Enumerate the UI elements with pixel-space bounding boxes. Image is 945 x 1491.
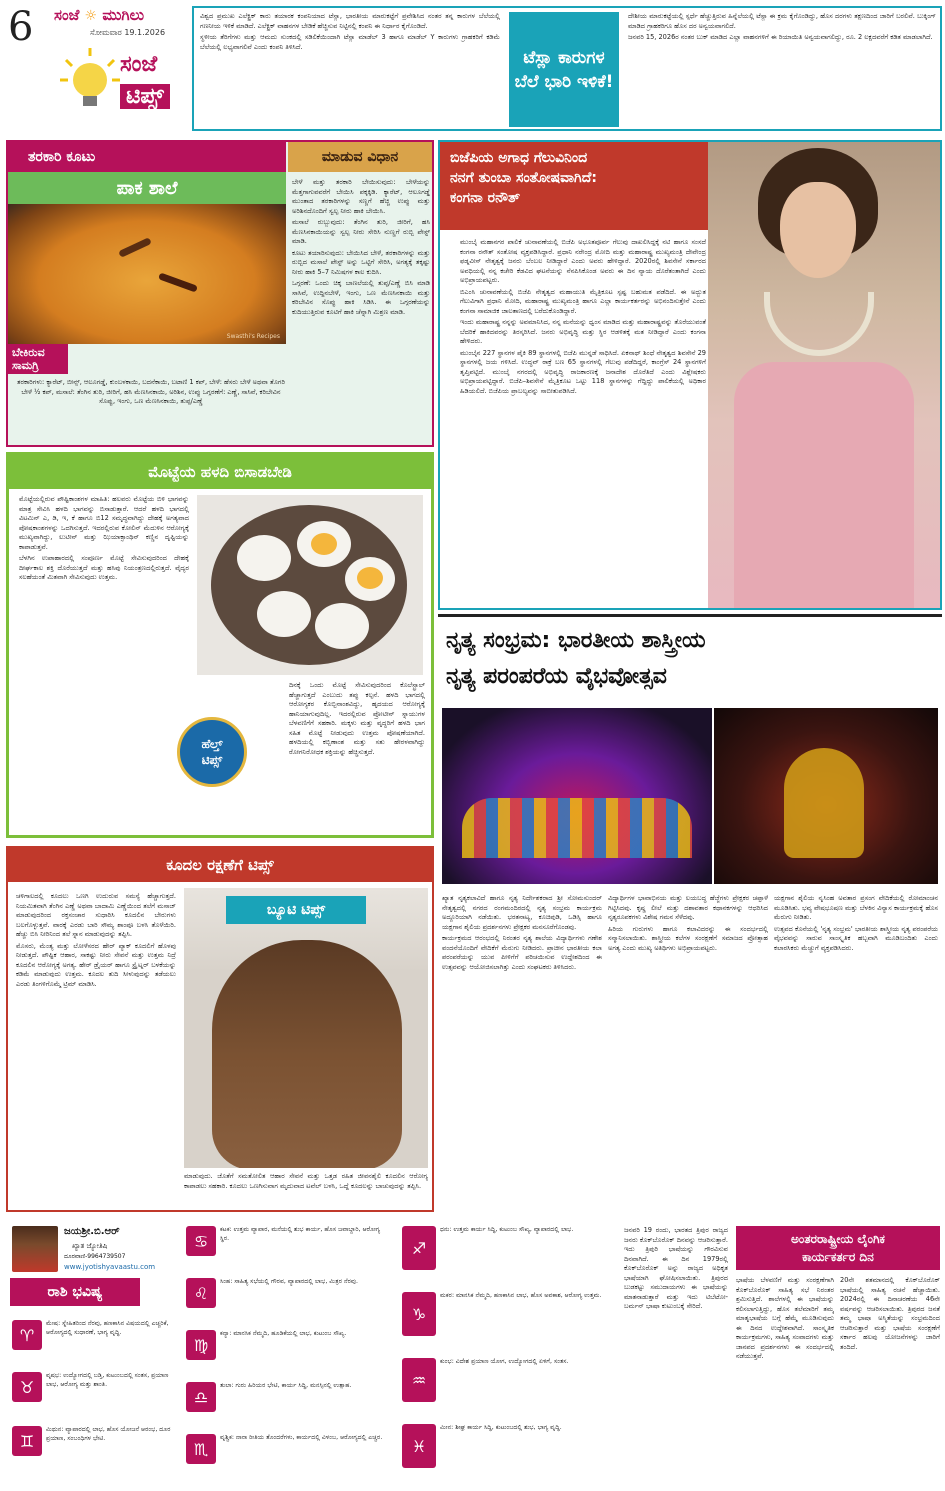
egg-icon xyxy=(315,603,369,649)
day-para-1: ಜನವರಿ 19 ರಂದು, ಭಾರತದ ತ್ರಿಪುರ ರಾಜ್ಯದ ಜನರು ಕೊಕ್‌ಬೊರೊಕ್ ದಿನವನ್ನು ಆಚರಿಸುತ್ತಾರೆ. ಇದು ತ್ರಿಪುರಿ ಭಾಷೆಯನ್ನು ಗೌರವಿಸುವ ದಿನವಾಗಿದೆ. ಈ ದಿನ 1979ರಲ್ಲಿ ಕೊಕ್‌ಬೊರೊಕ್ ಅನ್ನು ರಾಜ್ಯದ ಅಧಿಕೃತ ಭಾಷೆಯಾಗಿ ಘೋಷಿಸಲಾಯಿತು. ತ್ರಿಪುರದ ಬುಡಕಟ್ಟು ಸಮುದಾಯಗಳು ಈ ಭಾಷೆಯನ್ನು ಮಾತನಾಡುತ್ತಾರೆ ಮತ್ತು ಇದು ಟಿಬೆಟೋ-ಬರ್ಮನ್ ಭಾಷಾ ಕುಟುಂಬಕ್ಕೆ ಸೇರಿದೆ. xyxy=(624,1226,728,1310)
astrologer-avatar xyxy=(12,1226,58,1272)
egg-para-1: ಮೊಟ್ಟೆಯಲ್ಲಿರುವ ಪೌಷ್ಟಿಕಾಂಶಗಳ ಮಾಹಿತಿ: ಹಲವರು ಮೊಟ್ಟೆಯ ಬಿಳಿ ಭಾಗವನ್ನು ಮಾತ್ರ ಸೇವಿಸಿ ಹಳದಿ ಭಾಗವನ್ನು ಬಿಸಾಡುತ್ತಾರೆ. ಆದರೆ ಹಳದಿ ಭಾಗದಲ್ಲಿ ವಿಟಮಿನ್ ಎ, ಡಿ, ಇ, ಕೆ ಹಾಗೂ ಬಿ12 ಸಮೃದ್ಧವಾಗಿದ್ದು ದೇಹಕ್ಕೆ ಅಗತ್ಯವಾದ ಪೋಷಕಾಂಶಗಳನ್ನು ಒದಗಿಸುತ್ತದೆ. ಇದರಲ್ಲಿರುವ ಕೋಲಿನ್ ಮೆದುಳಿನ ಆರೋಗ್ಯಕ್ಕೆ ಮುಖ್ಯವಾಗಿದ್ದು, ಲುಟೀನ್ ಮತ್ತು ಝಿಯಾಕ್ಸಾಂಥಿನ್ ಕಣ್ಣಿನ ದೃಷ್ಟಿಯನ್ನು ಕಾಪಾಡುತ್ತವೆ. xyxy=(19,495,189,551)
health-badge-line1: ಹೆಲ್ತ್ xyxy=(201,737,223,751)
sign-text: ವೃಷಭ: ಉದ್ಯೋಗದಲ್ಲಿ ಬಡ್ತಿ, ಕುಟುಂಬದಲ್ಲಿ ಸಂತಸ, ಪ್ರಯಾಣ ಲಾಭ, ಆರೋಗ್ಯ ಮತ್ತು ಶಾಂತಿ. xyxy=(46,1372,169,1388)
egg-photo xyxy=(197,495,423,675)
chili-icon xyxy=(158,272,198,292)
method-title: ಮಾಡುವ ವಿಧಾನ xyxy=(288,142,432,172)
sign-tula xyxy=(186,1382,386,1412)
sign-meena xyxy=(402,1424,612,1468)
hair-para-2: ಮೊಸರು, ಮೆಂತ್ಯ ಮತ್ತು ಲೋಳೆಸರದ ಹೇರ್ ಪ್ಯಾಕ್ ಕೂದಲಿಗೆ ಹೊಳಪು ನೀಡುತ್ತದೆ. ಪೌಷ್ಟಿಕ ಆಹಾರ, ಸಾಕಷ್ಟು ನೀರು ಸೇವನೆ ಮತ್ತು ಉತ್ತಮ ನಿದ್ರೆ ಕೂದಲಿನ ಆರೋಗ್ಯಕ್ಕೆ ಅಗತ್ಯ. ಹೇರ್ ಡ್ರೈಯರ್ ಹಾಗೂ ಸ್ಟ್ರೈಟ್ನರ್ ಬಳಕೆಯನ್ನು ಕಡಿಮೆ ಮಾಡುವುದು ಉತ್ತಮ. ಕೂದಲ ತುದಿ ಸೀಳುವುದನ್ನು ತಡೆಯಲು ಎರಡು ತಿಂಗಳಿಗೊಮ್ಮೆ ಟ್ರಿಮ್ ಮಾಡಿಸಿ. xyxy=(16,941,176,988)
astrologer-role: ಖ್ಯಾತ ಜ್ಯೋತಿಷಿ xyxy=(72,1242,108,1250)
dance-photo-right xyxy=(714,708,938,884)
day-headline-1: ಅಂತರರಾಷ್ಟ್ರೀಯ ಲೈಂಗಿಕ xyxy=(791,1232,885,1246)
day-para-2: ಭಾಷೆಯ ಬೆಳವಣಿಗೆ ಮತ್ತು ಸಂರಕ್ಷಣೆಗಾಗಿ ಕೊಕ್‌ಬೊರೊಕ್ ಸಾಹಿತ್ಯ ಸಭೆ ನಿರಂತರ ಶ್ರಮಿಸುತ್ತಿದೆ. ಶಾಲೆಗಳಲ್ಲಿ ಈ ಭಾಷೆಯನ್ನು ಕಲಿಸಲಾಗುತ್ತಿದ್ದು, ಹೊಸ ತಲೆಮಾರಿಗೆ ತಮ್ಮ ಮಾತೃಭಾಷೆಯ ಬಗ್ಗೆ ಹೆಮ್ಮೆ ಮೂಡಿಸುವುದು ಈ ದಿನದ ಉದ್ದೇಶವಾಗಿದೆ. ಸಾಂಸ್ಕೃತಿಕ ಕಾರ್ಯಕ್ರಮಗಳು, ಸಾಹಿತ್ಯ ಸಂವಾದಗಳು ಮತ್ತು ಜಾನಪದ ಪ್ರದರ್ಶನಗಳು ಈ ಸಂದರ್ಭದಲ್ಲಿ ನಡೆಯುತ್ತವೆ. xyxy=(736,1276,834,1360)
method-step-1: ಬೇಳೆ ಮತ್ತು ತರಕಾರಿ ಬೇಯಿಸುವುದು: ಬೇಳೆಯನ್ನು ಮೆತ್ತಗಾಗುವವರೆಗೆ ಬೇಯಿಸಿ ಪಕ್ಕಕ್ಕಿಡಿ. ಕ್ಯಾರೆಟ್, ಆಲೂಗಡ್ಡೆ ಮುಂತಾದ ತರಕಾರಿಗಳನ್ನು ಸಣ್ಣಗೆ ಹೆಚ್ಚಿ ಉಪ್ಪು ಮತ್ತು ಅರಿಶಿನದೊಂದಿಗೆ ಸ್ವಲ್ಪ ನೀರು ಹಾಕಿ ಬೇಯಿಸಿ. xyxy=(292,178,430,215)
astrologer-name: ಜಯಶ್ರೀ.ಬಿ.ಆರ್ xyxy=(64,1226,120,1237)
pisces-icon: ♓ xyxy=(402,1424,436,1468)
aries-icon: ♈ xyxy=(12,1320,42,1350)
sign-text: ಕುಂಭ: ವಿದೇಶ ಪ್ರಯಾಣ ಯೋಗ, ಉದ್ಯೋಗದಲ್ಲಿ ಏಳಿಗೆ, ಸಂತಸ. xyxy=(440,1358,569,1365)
sign-kumbha xyxy=(402,1358,612,1402)
kangana-headline-1: ಬಿಜೆಪಿಯ ಅಗಾಧ ಗೆಲುವಿನಿಂದ xyxy=(450,150,588,166)
issue-date: ಸೋಮವಾರ 19.1.2026 xyxy=(90,28,166,37)
kangana-article xyxy=(438,140,942,610)
sign-text: ಧನು: ಉತ್ತಮ ಕಾರ್ಯ ಸಿದ್ಧಿ, ಕುಟುಂಬ ಸೌಖ್ಯ, ವ್ಯಾಪಾರದಲ್ಲಿ ಲಾಭ. xyxy=(440,1226,574,1233)
dance-para-5: ಯಕ್ಷಗಾನ ಶೈಲಿಯ ನೃಸಿಂಹ ಅವತಾರ ಪ್ರಸಂಗ ವೇದಿಕೆಯಲ್ಲಿ ರೋಮಾಂಚನ ಮೂಡಿಸಿತು. ಭವ್ಯ ವೇಷಭೂಷಣ ಮತ್ತು ಬೆಳಕಿನ ವಿನ್ಯಾಸ ಕಾರ್ಯಕ್ರಮಕ್ಕೆ ಹೊಸ ಮೆರುಗು ನೀಡಿತು. xyxy=(774,894,938,921)
face-shape xyxy=(780,182,856,278)
method-step-4: ಒಗ್ಗರಣೆ: ಒಂದು ಚಿಕ್ಕ ಬಾಣಲೆಯಲ್ಲಿ ತುಪ್ಪ/ಎಣ್ಣೆ ಬಿಸಿ ಮಾಡಿ ಸಾಸಿವೆ, ಉದ್ದಿನಬೇಳೆ, ಇಂಗು, ಒಣ ಮೆಣಸಿನಕಾಯಿ ಮತ್ತು ಕರಿಬೇವಿನ ಸೊಪ್ಪು ಹಾಕಿ ಸಿಡಿಸಿ. ಈ ಒಗ್ಗರಣೆಯನ್ನು ಕುದಿಯುತ್ತಿರುವ ಕೂಟಿಗೆ ಹಾಕಿ ಚೆನ್ನಾಗಿ ಮಿಶ್ರಣ ಮಾಡಿ. xyxy=(292,279,430,316)
health-badge-line2: ಟಿಪ್ಸ್ xyxy=(201,753,223,767)
dance-para-3: ವಿದ್ಯಾರ್ಥಿಗಳ ಭಾವಾಭಿನಯ ಮತ್ತು ಲಯಬದ್ಧ ಹೆಜ್ಜೆಗಳು ಪ್ರೇಕ್ಷಕರ ಚಪ್ಪಾಳೆ ಗಿಟ್ಟಿಸಿದವು. ಕೃಷ್ಣ ಲೀಲೆ ಮತ್ತು ದಶಾವತಾರ ಕಥಾನಕಗಳನ್ನು ಆಧರಿಸಿದ ನೃತ್ಯರೂಪಕಗಳು ವಿಶೇಷ ಗಮನ ಸೆಳೆದವು. xyxy=(608,894,768,921)
sign-dhanu xyxy=(402,1226,612,1270)
ingredients-label: ಬೇಕಿರುವ ಸಾಮಗ್ರಿ xyxy=(8,344,68,374)
dance-headline-1: ನೃತ್ಯ ಸಂಭ್ರಮ: ಭಾರತೀಯ ಶಾಸ್ತ್ರೀಯ xyxy=(446,628,706,653)
hair-section xyxy=(6,846,434,1212)
astrologer-phone: ದೂರವಾಣಿ-9964739507 xyxy=(64,1253,126,1260)
aquarius-icon: ♒ xyxy=(402,1358,436,1402)
kangana-para-4: ಮುಂಬೈನ 227 ಸ್ಥಾನಗಳ ಪೈಕಿ 89 ಸ್ಥಾನಗಳಲ್ಲಿ ಬಿಜೆಪಿ ಮುನ್ನಡೆ ಸಾಧಿಸಿದೆ. ಏಕನಾಥ್ ಶಿಂಧೆ ನೇತೃತ್ವದ ಶಿವಸೇನೆ 29 ಸ್ಥಾನಗಳಲ್ಲಿ ಜಯ ಗಳಿಸಿದೆ. ಉದ್ಧವ್ ಠಾಕ್ರೆ ಬಣ 65 ಸ್ಥಾನಗಳಲ್ಲಿ ಗೆಲುವು ಪಡೆದಿದ್ದರೆ, ಕಾಂಗ್ರೆಸ್ 24 ಸ್ಥಾನಗಳಿಗೆ ತೃಪ್ತಿಪಟ್ಟಿದೆ. ಮುಂಬೈ ನಗರದಲ್ಲಿ ಅಭಿವೃದ್ಧಿ ರಾಜಕಾರಣಕ್ಕೆ ಜನಾದೇಶ ದೊರೆತಿದೆ ಎಂದು ವಿಶ್ಲೇಷಕರು ಅಭಿಪ್ರಾಯಪಟ್ಟಿದ್ದಾರೆ. ಬಿಜೆಪಿ–ಶಿವಸೇನೆ ಮೈತ್ರಿಕೂಟ ಒಟ್ಟು 118 ಸ್ಥಾನಗಳನ್ನು ಗೆದ್ದಿದ್ದು ಪಾಲಿಕೆಯಲ್ಲಿ ಅಧಿಕಾರ ಹಿಡಿಯಲಿದೆ. ಬಿಜೆಪಿಯ ಪ್ರಾಬಲ್ಯವನ್ನು ಸಾಬೀತುಪಡಿಸಿದೆ. xyxy=(460,348,706,395)
sign-text: ಮೀನ: ಶೀಘ್ರ ಕಾರ್ಯ ಸಿದ್ಧಿ, ಕುಟುಂಬದಲ್ಲಿ ಶುಭ, ಭಾಗ್ಯ ವೃದ್ಧಿ. xyxy=(440,1424,562,1431)
virgo-icon: ♍ xyxy=(186,1330,216,1360)
sign-text: ಮೇಷ: ಸ್ನೇಹಿತರಿಂದ ನೆರವು, ಹಣಕಾಸಿನ ವಿಷಯದಲ್ಲಿ ಎಚ್ಚರಿಕೆ, ಆರೋಗ್ಯದಲ್ಲಿ ಸುಧಾರಣೆ, ಭಾಗ್ಯ ವೃದ್ಧಿ. xyxy=(46,1320,169,1336)
photo-watermark: Swasthi's Recipes xyxy=(226,333,280,340)
astrologer-website: www.jyotishyavaastu.com xyxy=(64,1263,156,1271)
egg-para-3: ದಿನಕ್ಕೆ ಒಂದು ಮೊಟ್ಟೆ ಸೇವಿಸುವುದರಿಂದ ಕೊಲೆಸ್ಟ್ರಾಲ್ ಹೆಚ್ಚಾಗುತ್ತದೆ ಎಂಬುದು ತಪ್ಪು ಕಲ್ಪನೆ. ಹಳದಿ ಭಾಗದಲ್ಲಿ ಆರೋಗ್ಯಕರ ಕೊಬ್ಬಿನಾಂಶವಿದ್ದು, ಹೃದಯದ ಆರೋಗ್ಯಕ್ಕೆ ಹಾನಿಯಾಗುವುದಿಲ್ಲ. ಇದರಲ್ಲಿರುವ ಪ್ರೋಟೀನ್ ಸ್ನಾಯುಗಳ ಬೆಳವಣಿಗೆಗೆ ಸಹಕಾರಿ. ಮಕ್ಕಳು ಮತ್ತು ವೃದ್ಧರಿಗೆ ಹಳದಿ ಭಾಗ ಸಹಿತ ಮೊಟ್ಟೆ ನೀಡುವುದು ಉತ್ತಮ ಪೋಷಣೆಯಾಗಿದೆ. ಹಳದಿಯಲ್ಲಿ ಕಬ್ಬಿಣಾಂಶ ಮತ್ತು ಸತು ಹೇರಳವಾಗಿದ್ದು ರೋಗನಿರೋಧಕ ಶಕ್ತಿಯನ್ನು ಹೆಚ್ಚಿಸುತ್ತದೆ. xyxy=(289,681,425,756)
kangana-para-1: ಮುಂಬೈ ಮಹಾನಗರ ಪಾಲಿಕೆ ಚುನಾವಣೆಯಲ್ಲಿ ಬಿಜೆಪಿ ಅಭೂತಪೂರ್ವ ಗೆಲುವು ದಾಖಲಿಸಿದ್ದಕ್ಕೆ ನಟಿ ಹಾಗೂ ಸಂಸದೆ ಕಂಗನಾ ರನೌತ್ ಸಂತೋಷ ವ್ಯಕ್ತಪಡಿಸಿದ್ದಾರೆ. ಪ್ರಧಾನಿ ನರೇಂದ್ರ ಮೋದಿ ಮತ್ತು ಮಹಾರಾಷ್ಟ್ರ ಮುಖ್ಯಮಂತ್ರಿ ದೇವೇಂದ್ರ ಫಡ್ನವೀಸ್ ನೇತೃತ್ವಕ್ಕೆ ಜನರು ಬೆಂಬಲ ನೀಡಿದ್ದಾರೆ ಎಂದು ಅವರು ಹೇಳಿದ್ದಾರೆ. 2020ರಲ್ಲಿ ಶಿವಸೇನೆ ಸರ್ಕಾರದ ಅವಧಿಯಲ್ಲಿ ನನ್ನ ಕಚೇರಿ ಕೆಡವಿದ ಘಟನೆಯನ್ನು ನೆನಪಿಸಿಕೊಂಡ ಅವರು ಈ ದಿನ ನ್ಯಾಯ ದೊರೆತಂತಾಗಿದೆ ಎಂದು ಅಭಿಪ್ರಾಯಪಟ್ಟರು. xyxy=(460,238,706,284)
scorpio-icon: ♏ xyxy=(186,1434,216,1464)
dance-photo-left xyxy=(442,708,712,884)
sign-text: ತುಲಾ: ಗುರು ಹಿರಿಯರ ಭೇಟಿ, ಕಾರ್ಯ ಸಿದ್ಧಿ, ಮನಸ್ಸಿನಲ್ಲಿ ಉತ್ಸಾಹ. xyxy=(220,1382,352,1389)
sign-text: ಸಿಂಹ: ಸಾಹಿತ್ಯ ಸಭೆಯಲ್ಲಿ ಗೌರವ, ವ್ಯಾಪಾರದಲ್ಲಿ ಲಾಭ, ಮಿತ್ರರ ನೆರವು. xyxy=(220,1278,358,1285)
kangana-para-3: ಇಂದು ಮಹಾರಾಷ್ಟ್ರ ನನ್ನನ್ನು ಅವಮಾನಿಸಿದ, ನನ್ನ ಮನೆಯನ್ನು ಧ್ವಂಸ ಮಾಡಿದ ಮತ್ತು ಮಹಾರಾಷ್ಟ್ರವನ್ನು ತೊರೆಯುವಂತೆ ಬೆದರಿಕೆ ಹಾಕಿದವರನ್ನು ತಿರಸ್ಕರಿಸಿದೆ. ಜನರು ಅಭಿವೃದ್ಧಿ ಮತ್ತು ಸ್ಥಿರ ಆಡಳಿತಕ್ಕೆ ಮತ ನೀಡಿದ್ದಾರೆ ಎಂದು ಕಂಗನಾ ಹೇಳಿದರು. xyxy=(460,318,706,345)
health-tips-badge xyxy=(177,717,247,787)
page-number: 6 xyxy=(8,4,34,50)
brand-name-a: ಸಂಜೆ xyxy=(54,6,80,24)
hair-headline: ಕೂದಲ ರಕ್ಷಣೆಗೆ ಟಿಪ್ಸ್ xyxy=(8,848,432,882)
curry-leaf-icon xyxy=(118,237,152,258)
hair-under-text: ಮಾಡುವುದು. ಜೊತೆಗೆ ಸಮತೋಲಿತ ಆಹಾರ ಸೇವನೆ ಮತ್ತು ಒತ್ತಡ ರಹಿತ ಜೀವನಶೈಲಿ ಕೂದಲಿನ ಆರೋಗ್ಯ ಕಾಪಾಡಲು ಸಹಕಾರಿ. ಕೂದಲು ಒಣಗಿಸುವಾಗ ಮೃದುವಾದ ಟವೆಲ್ ಬಳಸಿ, ಒದ್ದೆ ಕೂದಲನ್ನು ಬಾಚುವುದನ್ನು ತಪ್ಪಿಸಿ. xyxy=(184,1172,428,1190)
tesla-article xyxy=(192,6,942,131)
tesla-para-4: ಜನವರಿ 15, 2026ರ ನಂತರ ಬುಕ್ ಮಾಡಿದ ಎಲ್ಲಾ ವಾಹನಗಳಿಗೆ ಈ ರಿಯಾಯಿತಿ ಅನ್ವಯವಾಗಲಿದ್ದು, ರೂ. 2 ಲಕ್ಷದವರೆಗೆ ಕಡಿತ ಮಾಡಲಾಗಿದೆ. xyxy=(628,33,933,41)
sign-kanya xyxy=(186,1330,386,1360)
sign-text: ಕಟಕ: ಉತ್ತಮ ವ್ಯಾಪಾರ, ಮನೆಯಲ್ಲಿ ಶುಭ ಕಾರ್ಯ, ಹೊಸ ಜವಾಬ್ದಾರಿ, ಆರೋಗ್ಯ ಸ್ಥಿರ. xyxy=(220,1226,381,1242)
kangana-photo xyxy=(708,142,940,608)
brand-sun-icon: ☼ xyxy=(84,8,98,24)
egg-section xyxy=(6,452,434,838)
day-headline-2: ಕಾರ್ಯಕರ್ತರ ದಿನ xyxy=(802,1250,874,1264)
sign-simha xyxy=(186,1278,386,1308)
ingredients-text: ತರಕಾರಿಗಳು: ಕ್ಯಾರೆಟ್, ಬೀನ್ಸ್, ಆಲೂಗಡ್ಡೆ, ಕುಂಬಳಕಾಯಿ, ಬದನೆಕಾಯಿ, ಬಟಾಣಿ 1 ಕಪ್, ಬೇಳೆ: ಹೆಸರು ಬೇಳೆ ಅಥವಾ ತೊಗರಿ ಬೇಳೆ ½ ಕಪ್, ಮಸಾಲೆ: ತೆಂಗಿನ ತುರಿ, ಜೀರಿಗೆ, ಹಸಿ ಮೆಣಸಿನಕಾಯಿ, ಅರಿಶಿನ, ಉಪ್ಪು ಒಗ್ಗರಣೆಗೆ: ಎಣ್ಣೆ, ಸಾಸಿವೆ, ಕರಿಬೇವಿನ ಸೊಪ್ಪು, ಇಂಗು, ಒಣ ಮೆಣಸಿನಕಾಯಿ, ತುಪ್ಪ/ಎಣ್ಣೆ xyxy=(17,378,285,405)
sign-text: ಕನ್ಯಾ: ಮಾನಸಿಕ ನೆಮ್ಮದಿ, ಹೂಡಿಕೆಯಲ್ಲಿ ಲಾಭ, ಕುಟುಂಬ ಸೌಖ್ಯ. xyxy=(220,1330,347,1337)
astrology-section xyxy=(6,1222,620,1488)
kangana-headline-2: ನನಗೆ ತುಂಬಾ ಸಂತೋಷವಾಗಿದೆ: xyxy=(450,170,597,186)
horoscope-title: ರಾಶಿ ಭವಿಷ್ಯ xyxy=(10,1278,140,1306)
egg-icon xyxy=(345,557,395,601)
dal-photo xyxy=(8,204,286,344)
egg-icon xyxy=(297,521,351,567)
hair-photo xyxy=(184,888,428,1168)
masthead xyxy=(0,0,192,133)
libra-icon: ♎ xyxy=(186,1382,216,1412)
sign-mesha xyxy=(12,1320,172,1350)
capricorn-icon: ♑ xyxy=(402,1292,436,1336)
method-step-3: ಕೂಟು ತಯಾರಿಸುವುದು: ಬೇಯಿಸಿದ ಬೇಳೆ, ತರಕಾರಿಗಳನ್ನು ಮತ್ತು ರುಬ್ಬಿದ ಮಸಾಲೆ ಪೇಸ್ಟ್ ಅನ್ನು ಒಟ್ಟಿಗೆ ಸೇರಿಸಿ, ಅಗತ್ಯಕ್ಕೆ ತಕ್ಕಷ್ಟು ನೀರು ಹಾಕಿ 5–7 ನಿಮಿಷಗಳ ಕಾಲ ಕುದಿಸಿ. xyxy=(292,248,430,276)
sign-text: ಮಿಥುನ: ವ್ಯಾಪಾರದಲ್ಲಿ ಲಾಭ, ಹೊಸ ಯೋಜನೆ ಆರಂಭ, ದೂರ ಪ್ರಯಾಣ, ಸಂಬಂಧಿಗಳ ಭೇಟಿ. xyxy=(46,1426,171,1442)
dance-para-6: ಉತ್ಸವದ ಕೊನೆಯಲ್ಲಿ 'ನೃತ್ಯ ಸಂಭ್ರಮ' ಭಾರತೀಯ ಶಾಸ್ತ್ರೀಯ ನೃತ್ಯ ಪರಂಪರೆಯ ವೈಭವವನ್ನು ಸಾರುವ ಸಾಂಸ್ಕೃತಿಕ ಹಬ್ಬವಾಗಿ ಮೂಡಿಬಂದಿತು ಎಂದು ಕಲಾರಸಿಕರು ಮೆಚ್ಚುಗೆ ವ್ಯಕ್ತಪಡಿಸಿದರು. xyxy=(774,924,938,952)
sign-vrishchika xyxy=(186,1434,386,1464)
tesla-para-1: ವಿಶ್ವದ ಪ್ರಮುಖ ಎಲೆಕ್ಟ್ರಿಕ್ ಕಾರು ತಯಾರಕ ಕಂಪನಿಯಾದ ಟೆಸ್ಲಾ, ಭಾರತೀಯ ಮಾರುಕಟ್ಟೆಗೆ ಪ್ರವೇಶಿಸಿದ ನಂತರ ತನ್ನ ಕಾರುಗಳ ಬೆಲೆಯಲ್ಲಿ ಗಣನೀಯ ಇಳಿಕೆ ಮಾಡಿದೆ. ಎಲೆಕ್ಟ್ರಿಕ್ ವಾಹನಗಳ ಬೇಡಿಕೆ ಹೆಚ್ಚಿಸುವ ನಿಟ್ಟಿನಲ್ಲಿ ಕಂಪನಿ ಈ ನಿರ್ಧಾರ ಕೈಗೊಂಡಿದೆ. xyxy=(200,12,500,30)
dance-para-1: ಖ್ಯಾತ ನೃತ್ಯಕಲಾವಿದೆ ಹಾಗೂ ನೃತ್ಯ ನಿರ್ದೇಶಕರಾದ ಶ್ರೀ ಸೋಮಸುಂದರ್ ನೇತೃತ್ವದಲ್ಲಿ ನಗರದ ರಂಗಮಂದಿರದಲ್ಲಿ ನೃತ್ಯ ಸಂಭ್ರಮ ಕಾರ್ಯಕ್ರಮ ಅದ್ದೂರಿಯಾಗಿ ನಡೆಯಿತು. ಭರತನಾಟ್ಯ, ಕೂಚಿಪುಡಿ, ಒಡಿಸ್ಸಿ ಹಾಗೂ ಯಕ್ಷಗಾನ ಶೈಲಿಯ ಪ್ರದರ್ಶನಗಳು ಪ್ರೇಕ್ಷಕರ ಮನಸೂರೆಗೊಂಡವು. xyxy=(442,894,602,931)
brand-name-b: ಮುಗಿಲು xyxy=(102,6,145,24)
tesla-para-2: ಸ್ಥಳೀಯ ತೆರಿಗೆಗಳು ಮತ್ತು ಆಮದು ಸುಂಕದಲ್ಲಿ ಸಡಿಲಿಕೆಯಿಂದಾಗಿ ಟೆಸ್ಲಾ ಮಾಡೆಲ್ 3 ಹಾಗೂ ಮಾಡೆಲ್ Y ಕಾರುಗಳು ಗ್ರಾಹಕರಿಗೆ ಕಡಿಮೆ ಬೆಲೆಯಲ್ಲಿ ಲಭ್ಯವಾಗಲಿವೆ ಎಂದು ಕಂಪನಿ ತಿಳಿಸಿದೆ. xyxy=(200,33,500,51)
dress-shape xyxy=(734,362,914,608)
kangana-para-2: ಬಿಎಂಸಿ ಚುನಾವಣೆಯಲ್ಲಿ ಬಿಜೆಪಿ ನೇತೃತ್ವದ ಮಹಾಯುತಿ ಮೈತ್ರಿಕೂಟ ಸ್ಪಷ್ಟ ಬಹುಮತ ಪಡೆದಿದೆ. ಈ ಅದ್ಭುತ ಗೆಲುವಿಗಾಗಿ ಪ್ರಧಾನಿ ಮೋದಿ, ಮಹಾರಾಷ್ಟ್ರ ಮುಖ್ಯಮಂತ್ರಿ ಹಾಗೂ ಎಲ್ಲಾ ಕಾರ್ಯಕರ್ತರನ್ನು ಅಭಿನಂದಿಸುತ್ತೇನೆ ಎಂದು ಕಂಗನಾ ಸಾಮಾಜಿಕ ಜಾಲತಾಣದಲ್ಲಿ ಬರೆದುಕೊಂಡಿದ್ದಾರೆ. xyxy=(460,287,706,315)
recipe-section xyxy=(6,140,434,447)
sign-makara xyxy=(402,1292,612,1336)
kangana-headline-3: ಕಂಗನಾ ರನೌತ್ xyxy=(450,190,521,206)
egg-icon xyxy=(257,591,311,637)
bulb-logo-icon xyxy=(58,46,122,110)
dance-headline-2: ನೃತ್ಯ ಪರಂಪರೆಯ ವೈಭವೋತ್ಸವ xyxy=(446,664,667,689)
recipe-title: ತರಕಾರಿ ಕೂಟು xyxy=(8,142,286,172)
sign-text: ಮಕರ: ಮಾನಸಿಕ ನೆಮ್ಮದಿ, ಹಣಕಾಸಿನ ಲಾಭ, ಹೊಸ ಅವಕಾಶ, ಆರೋಗ್ಯ ಉತ್ತಮ. xyxy=(440,1292,602,1299)
dance-para-4: ಹಿರಿಯ ಗುರುಗಳು ಹಾಗೂ ಕಲಾವಿದರನ್ನು ಈ ಸಂದರ್ಭದಲ್ಲಿ ಸನ್ಮಾನಿಸಲಾಯಿತು. ಶಾಸ್ತ್ರೀಯ ಕಲೆಗಳ ಸಂರಕ್ಷಣೆಗೆ ಸಮಾಜದ ಪ್ರೋತ್ಸಾಹ ಅಗತ್ಯ ಎಂದು ಮುಖ್ಯ ಅತಿಥಿಗಳು ಅಭಿಪ್ರಾಯಪಟ್ಟರು. xyxy=(608,924,768,952)
taurus-icon: ♉ xyxy=(12,1372,42,1402)
sign-mithuna xyxy=(12,1426,172,1456)
egg-headline: ಮೊಟ್ಟೆಯ ಹಳದಿ ಬಿಸಾಡಬೇಡಿ xyxy=(9,455,431,489)
leo-icon: ♌ xyxy=(186,1278,216,1308)
tips-brand-a: ಸಂಜೆ xyxy=(120,52,158,77)
hair-para-1: ಚಳಿಗಾಲದಲ್ಲಿ ಕೂದಲು ಒಣಗಿ ಉದುರುವ ಸಮಸ್ಯೆ ಹೆಚ್ಚಾಗುತ್ತದೆ. ನಿಯಮಿತವಾಗಿ ತೆಂಗಿನ ಎಣ್ಣೆ ಅಥವಾ ಬಾದಾಮಿ ಎಣ್ಣೆಯಿಂದ ತಲೆಗೆ ಮಸಾಜ್ ಮಾಡುವುದರಿಂದ ರಕ್ತಸಂಚಾರ ಸುಧಾರಿಸಿ ಕೂದಲಿನ ಬೇರುಗಳು ಬಲಗೊಳ್ಳುತ್ತವೆ. ವಾರಕ್ಕೆ ಎರಡು ಬಾರಿ ಸೌಮ್ಯ ಶಾಂಪೂ ಬಳಸಿ ತೊಳೆಯಿರಿ. ಹೆಚ್ಚು ಬಿಸಿ ನೀರಿನಿಂದ ತಲೆ ಸ್ನಾನ ಮಾಡುವುದನ್ನು ತಪ್ಪಿಸಿ. xyxy=(16,892,176,938)
tesla-para-3: ದೇಶೀಯ ಮಾರುಕಟ್ಟೆಯಲ್ಲಿ ಸ್ಪರ್ಧೆ ಹೆಚ್ಚುತ್ತಿರುವ ಹಿನ್ನೆಲೆಯಲ್ಲಿ ಟೆಸ್ಲಾ ಈ ಕ್ರಮ ಕೈಗೊಂಡಿದ್ದು, ಹೊಸ ದರಗಳು ತಕ್ಷಣದಿಂದ ಜಾರಿಗೆ ಬರಲಿವೆ. ಬುಕ್ಕಿಂಗ್ ಮಾಡಿದ ಗ್ರಾಹಕರಿಗೂ ಹೊಸ ದರ ಅನ್ವಯವಾಗಲಿದೆ. xyxy=(628,12,936,30)
sign-text: ವೃಶ್ಚಿಕ: ನಾನಾ ರೀತಿಯ ತೊಂದರೆಗಳು, ಕಾರ್ಯದಲ್ಲಿ ವಿಳಂಬ, ಆರೋಗ್ಯದಲ್ಲಿ ಎಚ್ಚರ. xyxy=(220,1434,383,1441)
necklace-shape xyxy=(764,292,874,356)
method-step-2: ಮಸಾಲೆ ರುಬ್ಬುವುದು: ತೆಂಗಿನ ತುರಿ, ಜೀರಿಗೆ, ಹಸಿ ಮೆಣಸಿನಕಾಯಿಯನ್ನು ಸ್ವಲ್ಪ ನೀರು ಸೇರಿಸಿ ನುಣ್ಣಗೆ ರುಬ್ಬಿ ಪೇಸ್ಟ್ ಮಾಡಿ. xyxy=(292,218,430,245)
day-article xyxy=(624,1222,942,1488)
egg-icon xyxy=(237,535,291,581)
dance-para-2: ಕಾರ್ಯಕ್ರಮದ ಆರಂಭದಲ್ಲಿ ನಿರಂತರ ನೃತ್ಯ ಶಾಲೆಯ ವಿದ್ಯಾರ್ಥಿಗಳು ಗಣೇಶ ವಂದನೆಯೊಂದಿಗೆ ವೇದಿಕೆಗೆ ಮೆರುಗು ನೀಡಿದರು. ಪ್ರಾಚೀನ ಭಾರತೀಯ ಕಲಾ ಪರಂಪರೆಯನ್ನು ಯುವ ಪೀಳಿಗೆಗೆ ಪರಿಚಯಿಸುವ ಉದ್ದೇಶದಿಂದ ಈ ಉತ್ಸವವನ್ನು ಆಯೋಜಿಸಲಾಗಿತ್ತು ಎಂದು ಸಂಘಟಕರು ತಿಳಿಸಿದರು. xyxy=(442,934,602,971)
cancer-icon: ♋ xyxy=(186,1226,216,1256)
day-para-3: 20ನೇ ಶತಮಾನದಲ್ಲಿ ಕೊಕ್‌ಬೊರೊಕ್ ಭಾಷೆಯಲ್ಲಿ ಸಾಹಿತ್ಯ ರಚನೆ ಹೆಚ್ಚಾಯಿತು. 2024ರಲ್ಲಿ ಈ ದಿನಾಚರಣೆಯ 46ನೇ ವರ್ಷವನ್ನು ಆಚರಿಸಲಾಯಿತು. ತ್ರಿಪುರದ ಜನತೆ ತಮ್ಮ ಭಾಷಾ ಅಸ್ಮಿತೆಯನ್ನು ಸಂಭ್ರಮದಿಂದ ಆಚರಿಸುತ್ತಾರೆ ಮತ್ತು ಭಾಷೆಯ ಸಂರಕ್ಷಣೆಗೆ ಸರ್ಕಾರ ಹಲವು ಯೋಜನೆಗಳನ್ನು ಜಾರಿಗೆ ತಂದಿದೆ. xyxy=(840,1276,940,1351)
dance-article xyxy=(438,614,942,1214)
egg-para-2: ಬೆಳಗಿನ ಉಪಾಹಾರದಲ್ಲಿ ಸಂಪೂರ್ಣ ಮೊಟ್ಟೆ ಸೇವಿಸುವುದರಿಂದ ದೇಹಕ್ಕೆ ದೀರ್ಘಕಾಲ ಶಕ್ತಿ ದೊರೆಯುತ್ತದೆ ಮತ್ತು ಹಸಿವು ನಿಯಂತ್ರಣದಲ್ಲಿರುತ್ತದೆ. ವೈದ್ಯರ ಸಲಹೆಯಂತೆ ಮಿತವಾಗಿ ಸೇವಿಸುವುದು ಉತ್ತಮ. xyxy=(19,554,189,581)
sign-kataka xyxy=(186,1226,386,1256)
gemini-icon: ♊ xyxy=(12,1426,42,1456)
tesla-headline: ಟೆಸ್ಲಾ ಕಾರುಗಳ ಬೆಲೆ ಭಾರಿ ಇಳಿಕೆ! xyxy=(509,12,619,127)
beauty-tips-label: ಬ್ಯೂಟಿ ಟಿಪ್ಸ್ xyxy=(226,896,366,924)
cooking-section-title: ಪಾಕ ಶಾಲೆ xyxy=(8,172,286,204)
sign-vrishabha xyxy=(12,1372,172,1402)
tips-brand-b: ಟಿಪ್ಸ್ xyxy=(120,84,170,109)
sagittarius-icon: ♐ xyxy=(402,1226,436,1270)
